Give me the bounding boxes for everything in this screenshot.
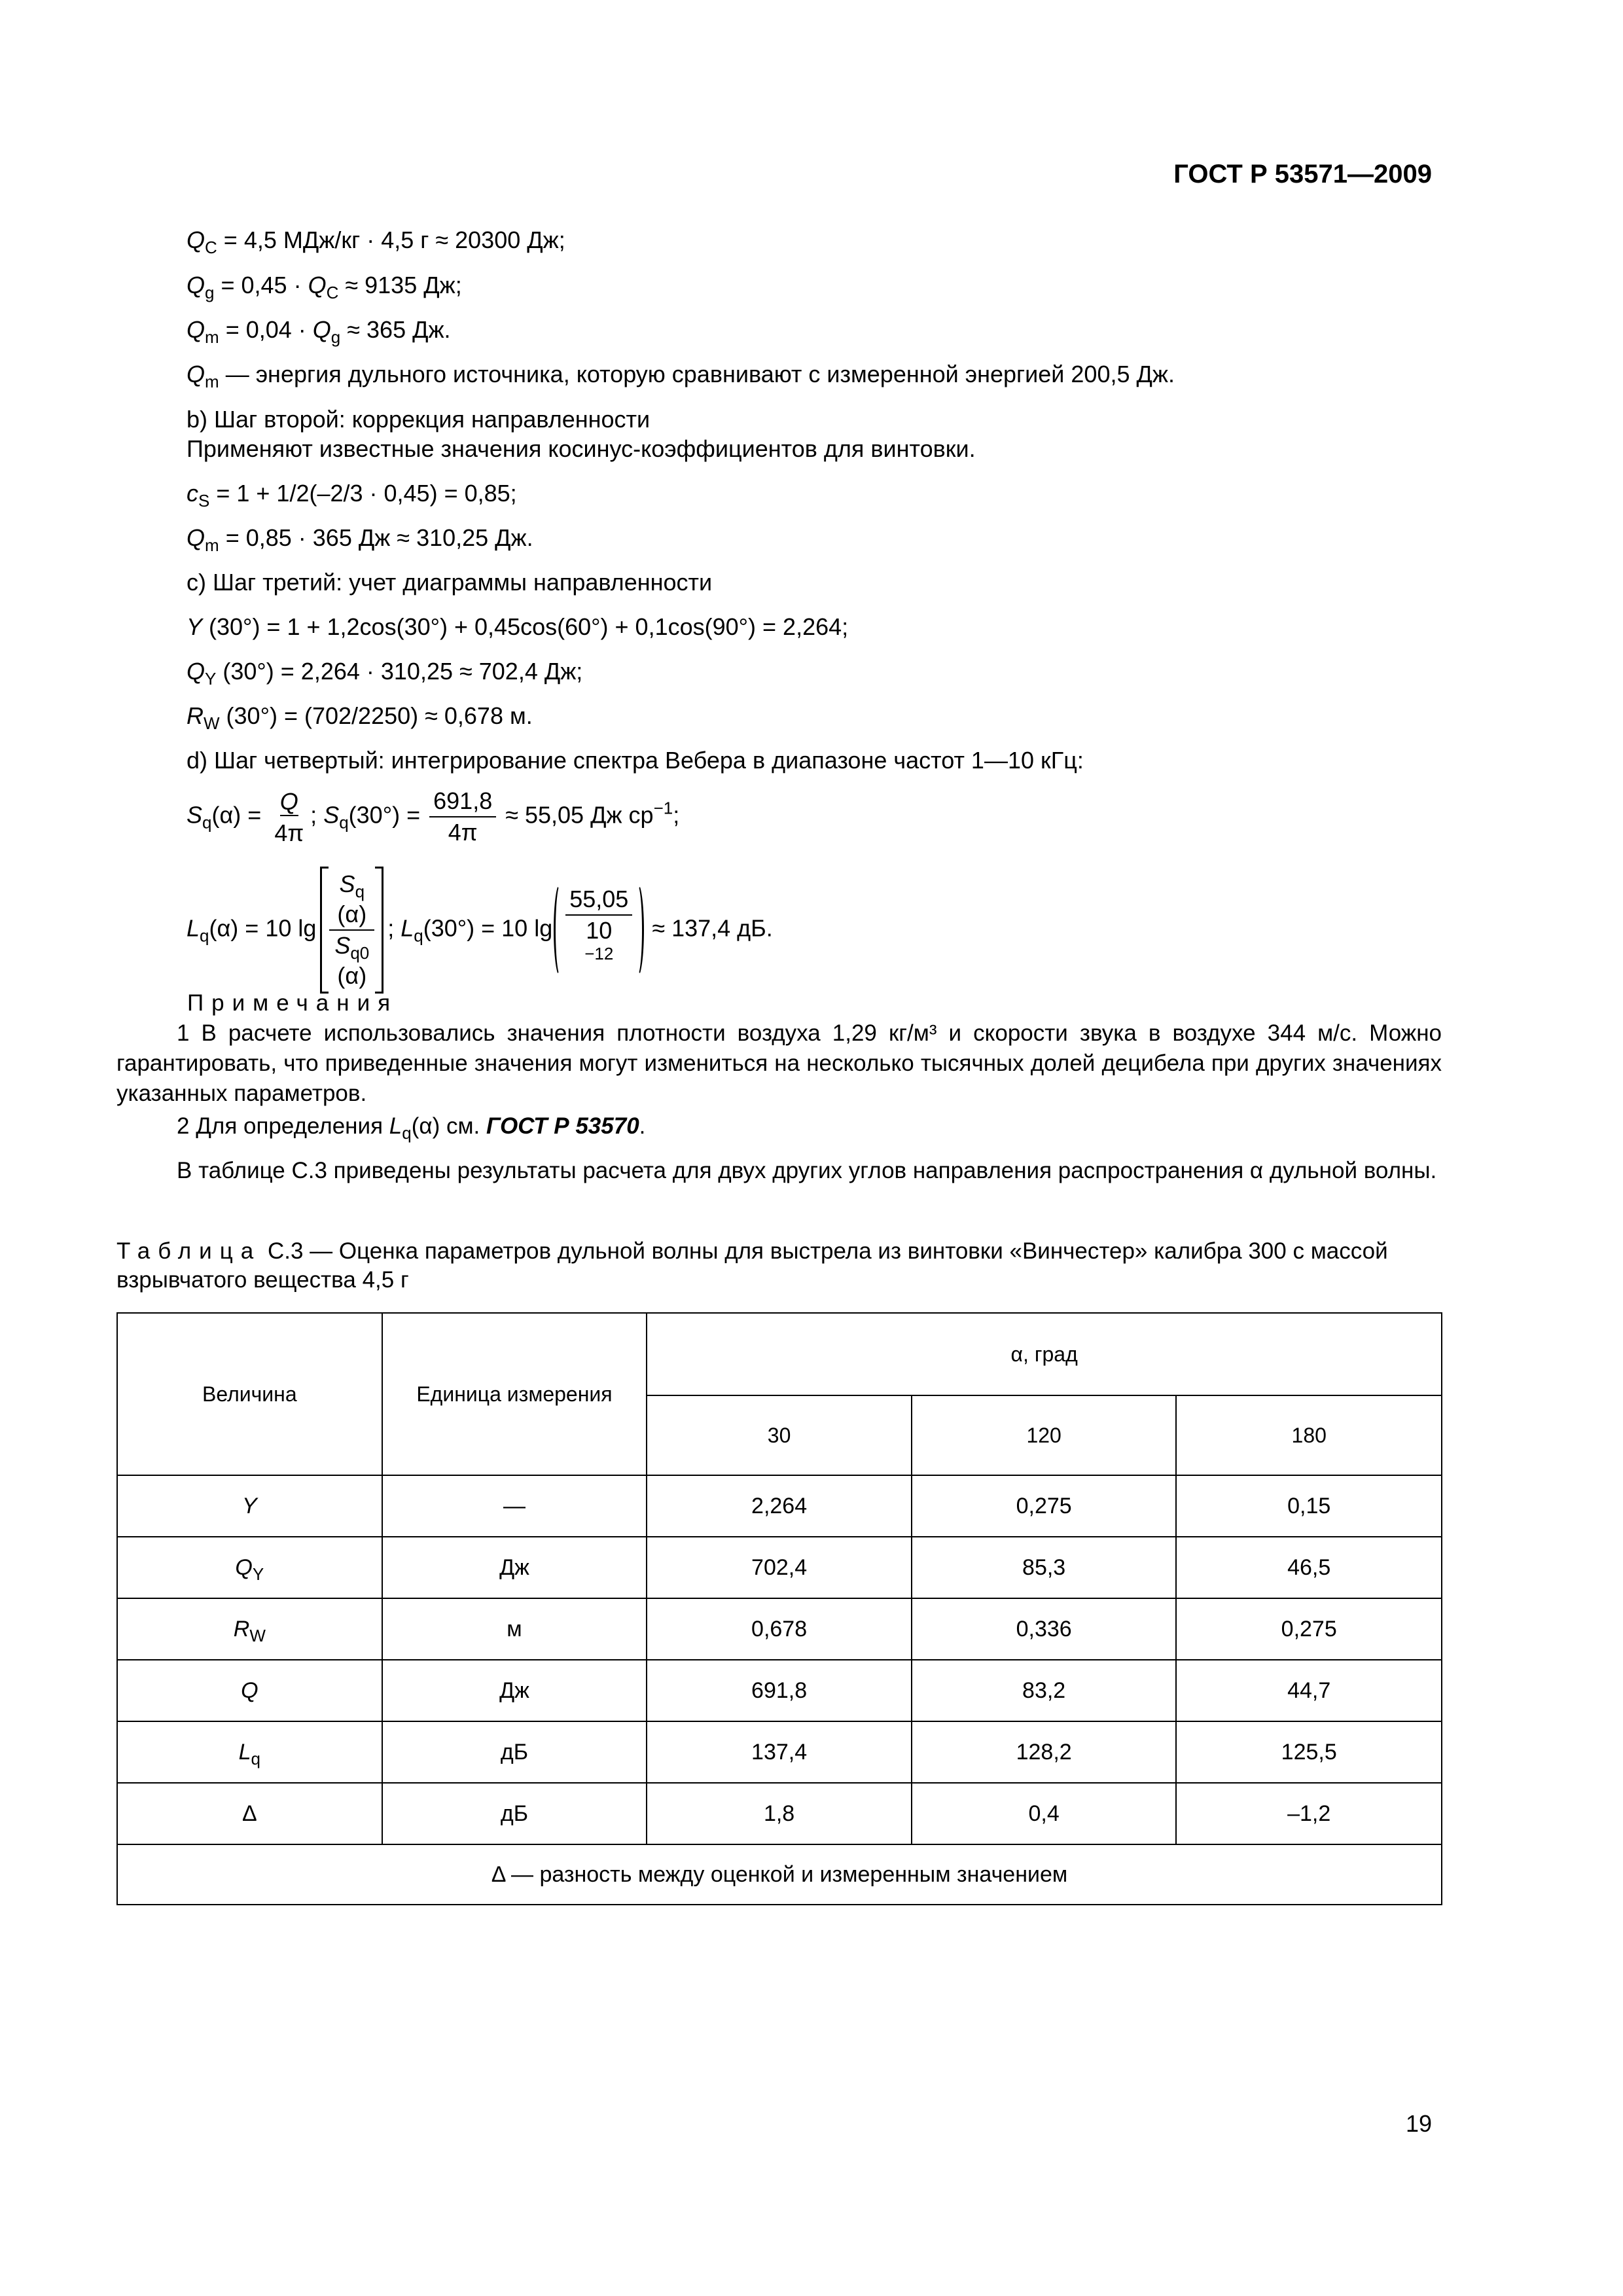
- document-header: ГОСТ Р 53571—2009: [1173, 160, 1432, 188]
- header-unit: Единица измерения: [382, 1313, 647, 1475]
- value-cell: 85,3: [912, 1537, 1177, 1598]
- step-b-title: b) Шаг второй: коррекция направленности: [187, 406, 651, 433]
- header-angle: 120: [912, 1395, 1177, 1475]
- formula-qc: $Q_C = 4,5$ МДж/кг · 4,5 г ≈ 20300 Дж;: [187, 226, 565, 257]
- value-cell: 83,2: [912, 1660, 1177, 1721]
- fraction: $\frac{691,8}{4\pi}$: [429, 786, 496, 848]
- unit-cell: дБ: [382, 1783, 647, 1844]
- step-b-text: Применяют известные значения косинус-коэффициентов для винтовки.: [187, 435, 976, 462]
- step-d-title: d) Шаг четвертый: интегрирование спектра Вебера в диапазоне частот 1—10 кГц:: [187, 747, 1084, 774]
- formula-qm2: $Q_m = 0,85 \cdot 365$ Дж ≈ 310,25 Дж.: [187, 524, 533, 555]
- formula-rw30: $R_W$ (30°) = (702/2250) ≈ 0,678 м.: [187, 702, 533, 733]
- value-cell: 0,678: [647, 1598, 912, 1660]
- header-angle: 180: [1176, 1395, 1442, 1475]
- unit-cell: дБ: [382, 1721, 647, 1783]
- round-brackets: [556, 884, 641, 976]
- value-cell: 0,275: [912, 1475, 1177, 1537]
- table-row: [117, 1660, 1442, 1721]
- table-row: [117, 1537, 1442, 1598]
- table-caption: Таблица С.3 — Оценка параметров дульной волны для выстрела из винтовки «Винчестер» калибра 300 с массой взрывчатого вещества 4,5 г: [116, 1238, 1388, 1293]
- value-cell: 0,4: [912, 1783, 1177, 1844]
- formula-qm: $Q_m = 0,04 \cdot Q_g \approx 365$ Дж.: [187, 316, 451, 347]
- table-row: [117, 1475, 1442, 1537]
- step-c-title: c) Шаг третий: учет диаграммы направленности: [187, 569, 713, 596]
- value-cell: 1,8: [647, 1783, 912, 1844]
- formula-qg: $Q_g = 0,45 \cdot Q_C \approx 9135$ Дж;: [187, 272, 462, 302]
- table-row: [117, 1598, 1442, 1660]
- fraction: 55,05 10 $^{-12}$: [565, 884, 632, 976]
- formula-lq: $L_q(\alpha) = 10$ lg $S_q$ (α) $S_{q0}$ (α) ; $L_q(30^\circ) = 10$ lg 55,05 10 $^{-12}$ ≈ 137,4 дБ.: [187, 869, 773, 991]
- formula-sq: $S_q(\alpha) = \frac{Q}{4\pi}$ ; $S_q(30^\circ)$ = $\frac{691,8}{4\pi}$ ≈ 55,05 Дж $ср^{-1}$;: [187, 785, 679, 848]
- page-number: 19: [1405, 2110, 1432, 2137]
- quantity-cell: $Q_Y$: [117, 1537, 382, 1598]
- value-cell: 2,264: [647, 1475, 912, 1537]
- quantity-cell: Δ: [117, 1783, 382, 1844]
- value-cell: 0,336: [912, 1598, 1177, 1660]
- table-row: [117, 1783, 1442, 1844]
- header-angle: 30: [647, 1395, 912, 1475]
- header-alpha: α, град: [647, 1313, 1442, 1395]
- results-table: [116, 1312, 1442, 1905]
- quantity-cell: Y: [117, 1475, 382, 1537]
- standard-reference: ГОСТ Р 53570: [486, 1113, 639, 1139]
- table-footnote: Δ — разность между оценкой и измеренным значением: [117, 1844, 1442, 1905]
- value-cell: 44,7: [1176, 1660, 1442, 1721]
- note-2: 2 Для определения $L_q(\alpha)$ см. ГОСТ Р 53570.: [177, 1113, 646, 1143]
- value-cell: 702,4: [647, 1537, 912, 1598]
- notes-heading: Примечания: [187, 990, 399, 1016]
- value-cell: 0,15: [1176, 1475, 1442, 1537]
- quantity-cell: $R_W$: [117, 1598, 382, 1660]
- unit-cell: Дж: [382, 1537, 647, 1598]
- unit-cell: Дж: [382, 1660, 647, 1721]
- value-cell: 0,275: [1176, 1598, 1442, 1660]
- header-quantity: Величина: [117, 1313, 382, 1475]
- value-cell: 128,2: [912, 1721, 1177, 1783]
- value-cell: 691,8: [647, 1660, 912, 1721]
- value-cell: 46,5: [1176, 1537, 1442, 1598]
- table-intro: В таблице С.3 приведены результаты расчета для двух других углов направления распространения α дульной волны.: [177, 1158, 1437, 1183]
- unit-cell: —: [382, 1475, 647, 1537]
- quantity-cell: $L_q$: [117, 1721, 382, 1783]
- unit-cell: м: [382, 1598, 647, 1660]
- fraction: $S_q$ (α) $S_{q0}$ (α): [329, 869, 374, 991]
- value-cell: 137,4: [647, 1721, 912, 1783]
- fraction: $\frac{Q}{4\pi}$: [274, 788, 304, 846]
- value-cell: 125,5: [1176, 1721, 1442, 1783]
- formula-cs: $c_S = 1 + 1/2(-2/3 \cdot 0,45) = 0,85$;: [187, 480, 517, 511]
- square-brackets: [320, 869, 383, 991]
- note-1: 1 В расчете использовались значения плотности воздуха 1,29 кг/м³ и скорости звука в воздухе 344 м/с. Можно гарантировать, что приведенные значения могут измениться на несколько тысячных долей децибела при других значениях указанных параметров.: [116, 1020, 1442, 1106]
- table-row: [117, 1721, 1442, 1783]
- formula-qm-description: $Q_m$ — энергия дульного источника, которую сравнивают с измеренной энергией 200,5 Дж.: [187, 361, 1175, 391]
- formula-qy30: $Q_Y$ (30°) = 2,264 · 310,25 ≈ 702,4 Дж;: [187, 658, 583, 689]
- value-cell: –1,2: [1176, 1783, 1442, 1844]
- quantity-cell: Q: [117, 1660, 382, 1721]
- formula-y30: Y (30°) = 1 + 1,2cos(30°) + 0,45cos(60°) + 0,1cos(90°) = 2,264;: [187, 613, 849, 640]
